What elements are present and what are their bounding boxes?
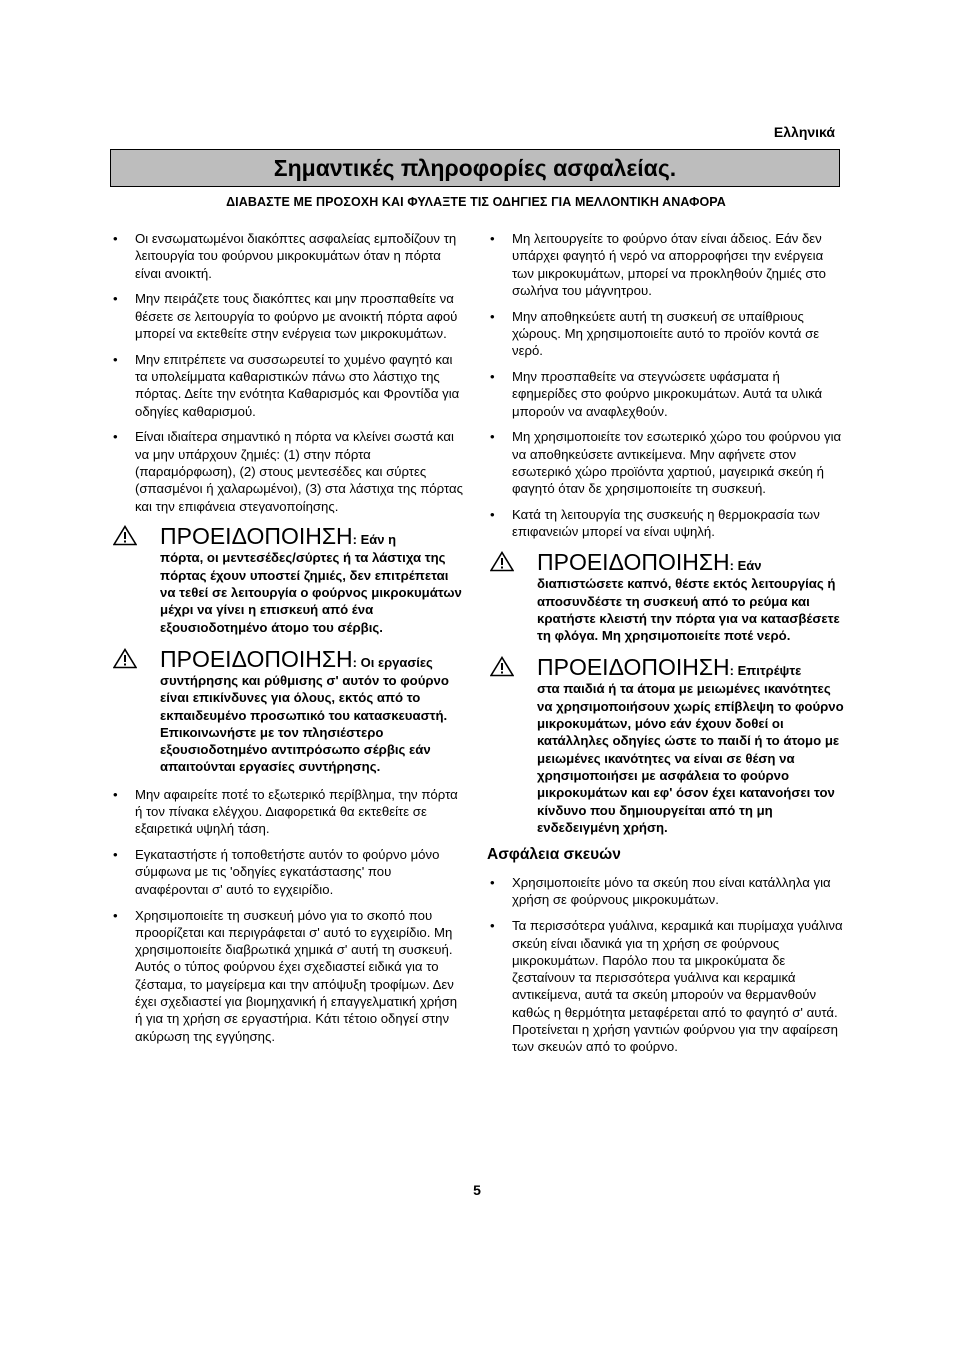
- list-item: • Είναι ιδιαίτερα σημαντικό η πόρτα να κλείνει σωστά και να μην υπάρχουν ζημιές: (1) στην πόρτα (παραμόρφωση), (2) στους μεντεσέδες και σύρτες (σπασμένοι ή χαλαρωμένοι), (3) στα λάστιχα της πόρτας και την επιφάνεια στεγανοποίησης.: [110, 428, 466, 514]
- list-item: • Χρησιμοποιείτε τη συσκευή μόνο για το σκοπό που προορίζεται και περιγράφεται σ' αυτό το εγχειρίδιο. Μη χρησιμοποιείτε διαβρωτικά χημικά σ' αυτή τη συσκευή. Αυτός ο τύπος φούρνου έχει σχεδιαστεί ειδικά για το ζέσταμα, το μαγείρεμα και την απόψυξη τροφίμων. Δεν έχει σχεδιαστεί για βιομηχανική ή επαγγελματική χρήση ή για τη χρήση σε εργαστήρια. Κάτι τέτοιο οδηγεί στην ακύρωση της εγγύησης.: [110, 907, 466, 1045]
- list-item: • Μην αφαιρείτε ποτέ το εξωτερικό περίβλημα, την πόρτα ή τον πίνακα ελέγχου. Διαφορετικά θα εκτεθείτε σε εξαιρετικά υψηλή τάση.: [110, 786, 466, 838]
- list-item: • Μην επιτρέπετε να συσσωρευτεί το χυμένο φαγητό και τα υπολείμματα καθαριστικών πάνω στο λάστιχο της πόρτας. Δείτε την ενότητα Καθαρισμός και Φροντίδα για οδηγίες καθαρισμού.: [110, 351, 466, 420]
- list-item: • Χρησιμοποιείτε μόνο τα σκεύη που είναι κατάλληλα για χρήση σε φούρνους μικροκυμάτων.: [487, 874, 844, 909]
- warning-triangle-icon: [113, 648, 137, 669]
- warning-block: [110, 646, 466, 776]
- list-item: • Μην προσπαθείτε να στεγνώσετε υφάσματα ή εφημερίδες στο φούρνο μικροκυμάτων. Αυτά τα υλικά μπορούν να αναφλεχθούν.: [487, 368, 844, 420]
- list-item: • Εγκαταστήστε ή τοποθετήστε αυτόν το φούρνο μόνο σύμφωνα με τις 'οδηγίες εγκατάστασης' που αναφέρονται σ' αυτό το εγχειρίδιο.: [110, 846, 466, 898]
- warning-text: συντήρησης και ρύθμισης σ' αυτόν το φούρνο είναι επικίνδυνες για όλους, εκτός από το εκπαιδευμένο προσωπικό του κατασκευαστή. Επικοινωνήστε με τον πλησιέστερο εξουσιοδοτημένο αντιπρόσωπο σέρβις εάν απαιτούνται εργασίες συντήρησης.: [160, 672, 449, 775]
- left-column: [110, 230, 466, 1053]
- warning-lead: : Εάν: [729, 558, 762, 574]
- bullet-list: [110, 230, 466, 515]
- page-title: Σημαντικές πληροφορίες ασφαλείας.: [110, 149, 840, 187]
- bullet-list: [487, 230, 844, 541]
- warning-lead: : Επιτρέψτε: [729, 663, 802, 679]
- warning-heading: ΠΡΟΕΙΔΟΠΟΙΗΣΗ: [537, 549, 730, 576]
- language-label: Ελληνικά: [773, 124, 835, 140]
- list-item: • Μην πειράζετε τους διακόπτες και μην προσπαθείτε να θέσετε σε λειτουργία το φούρνο με ανοικτή πόρτα αφού μπορεί να εκτεθείτε στην ενέργεια των μικροκυμάτων.: [110, 290, 466, 342]
- warning-heading: ΠΡΟΕΙΔΟΠΟΙΗΣΗ: [537, 654, 730, 681]
- list-item: • Οι ενσωματωμένοι διακόπτες ασφαλείας εμποδίζουν τη λειτουργία του φούρνου μικροκυμάτων όταν η πόρτα είναι ανοικτή.: [110, 230, 466, 282]
- warning-heading: ΠΡΟΕΙΔΟΠΟΙΗΣΗ: [160, 523, 353, 550]
- warning-block: [487, 549, 844, 644]
- warning-triangle-icon: [490, 551, 514, 572]
- warning-triangle-icon: [113, 525, 137, 546]
- list-item: • Μην αποθηκεύετε αυτή τη συσκευή σε υπαίθριους χώρους. Μη χρησιμοποιείτε αυτό το προϊόν κοντά σε νερό.: [487, 308, 844, 360]
- list-item: • Μη χρησιμοποιείτε τον εσωτερικό χώρο του φούρνου για να αποθηκεύσετε αντικείμενα. Μην αφήνετε στον εσωτερικό χώρο προϊόντα χαρτιού, μαγειρικά σκεύη ή φαγητό όταν δε χρησιμοποιείτε τη συσκευή.: [487, 428, 844, 497]
- list-item: • Κατά τη λειτουργία της συσκευής η θερμοκρασία των επιφανειών μπορεί να είναι υψηλή.: [487, 506, 844, 541]
- warning-block: [487, 654, 844, 836]
- warning-block: [110, 523, 466, 635]
- list-item: • Μη λειτουργείτε το φούρνο όταν είναι άδειος. Εάν δεν υπάρχει φαγητό ή νερό να απορροφήσει την ενέργεια των μικροκυμάτων, μπορεί να προκληθούν ζημιές στο σωλήνα του μάγνητρου.: [487, 230, 844, 299]
- section-heading-cookware: Ασφάλεια σκευών: [487, 846, 621, 864]
- bullet-list: [110, 786, 466, 1045]
- bullet-list: [487, 874, 844, 1055]
- warning-triangle-icon: [490, 656, 514, 677]
- list-item: • Τα περισσότερα γυάλινα, κεραμικά και πυρίμαχα γυάλινα σκεύη είναι ιδανικά για τη χρήση σε φούρνους μικροκυμάτων. Παρόλο που τα μικροκύματα δε ζεσταίνουν τα περισσότερα γυάλινα και κεραμικά αντικείμενα, αυτά τα σκεύη μπορούν να θερμανθούν καθώς η θερμότητα μεταφέρεται από το φαγητό σ' αυτά. Προτείνεται η χρήση γαντιών φούρνου για την αφαίρεση των σκευών από το φούρνο.: [487, 917, 844, 1055]
- warning-text: πόρτα, οι μεντεσέδες/σύρτες ή τα λάστιχα της πόρτας έχουν υποστεί ζημιές, δεν επιτρέπεται να τεθεί σε λειτουργία ο φούρνος μικροκυμάτων μέχρι να γίνει η επισκευή από ένα εξουσιοδοτημένο άτομο του σέρβις.: [160, 550, 462, 635]
- warning-heading: ΠΡΟΕΙΔΟΠΟΙΗΣΗ: [160, 645, 353, 672]
- page-number: 5: [473, 1182, 481, 1198]
- warning-lead: : Εάν η: [352, 532, 397, 548]
- warning-text: διαπιστώσετε καπνό, θέστε εκτός λειτουργίας ή αποσυνδέστε τη συσκευή από το ρεύμα και κρατήστε κλειστή την πόρτα για να κατασβέσετε τη φλόγα. Μη χρησιμοποιείτε ποτέ νερό.: [537, 576, 840, 644]
- warning-lead: : Οι εργασίες: [352, 654, 433, 670]
- warning-text: στα παιδιά ή τα άτομα με μειωμένες ικανότητες να χρησιμοποιήσουν χωρίς επίβλεψη το φούρνο μικροκυμάτων, μόνο εάν έχουν δοθεί οι κατάλληλες οδηγίες ώστε το παιδί ή το άτομο με μειωμένες ικανότητες να είναι σε θέση να χρησιμοποιήσει με ασφάλεια το φούρνο μικροκυμάτων και εφ' όσον έχει κατανοήσει τον κίνδυνο που δημιουργείται από τη μη ενδεδειγμένη χρήση.: [537, 681, 844, 835]
- page-subtitle: ΔΙΑΒΑΣΤΕ ΜΕ ΠΡΟΣΟΧΗ ΚΑΙ ΦΥΛΑΞΤΕ ΤΙΣ ΟΔΗΓΙΕΣ ΓΙΑ ΜΕΛΛΟΝΤΙΚΗ ΑΝΑΦΟΡΑ: [226, 195, 726, 209]
- right-column: [487, 230, 844, 1064]
